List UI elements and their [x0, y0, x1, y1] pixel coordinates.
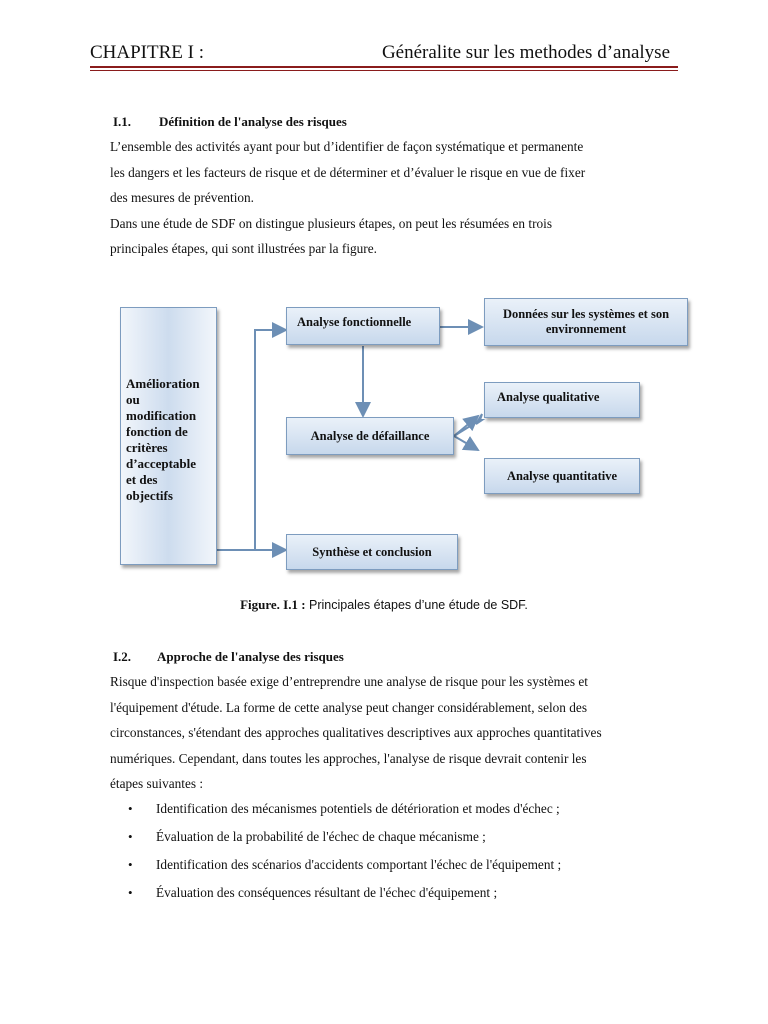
bullet-icon: • — [128, 885, 133, 900]
qualitative-analysis-box: Analyse qualitative — [484, 382, 640, 418]
list-item-text: Identification des scénarios d'accidents comportant l'échec de l'équipement ; — [156, 857, 562, 872]
paragraph-line: L’ensemble des activités ayant pour but d’identifier de façon systématique et permanente — [110, 139, 584, 154]
section-heading-1 — [113, 114, 347, 130]
improvement-line: modification — [126, 408, 197, 423]
improvement-line: Amélioration — [126, 376, 200, 391]
chapter-title: Généralite sur les methodes d’analyse — [381, 42, 670, 63]
list-item-text: Identification des mécanismes potentiels de détérioration et modes d'échec ; — [156, 801, 560, 816]
failure-analysis-box: Analyse de défaillance — [286, 417, 454, 455]
improvement-box — [120, 307, 217, 565]
paragraph-approach — [110, 669, 686, 797]
paragraph-line: numériques. Cependant, dans toutes les approches, l'analyse de risque devrait contenir les — [110, 750, 587, 766]
paragraph-line: Dans une étude de SDF on distingue plusieurs étapes, on peut les résumées en trois — [110, 215, 553, 231]
paragraph-definition — [110, 134, 686, 262]
section-number: I.1. — [113, 114, 132, 129]
improvement-line: critères — [126, 440, 168, 455]
paragraph-line: principales étapes, qui sont illustrées par la figure. — [110, 241, 377, 256]
improvement-line: objectifs — [126, 488, 173, 503]
steps-bullet-list — [128, 796, 561, 908]
section-number: I.2. — [113, 649, 132, 664]
page-header — [90, 42, 678, 66]
caption-label: Figure. I.1 : — [240, 597, 306, 612]
quantitative-analysis-box: Analyse quantitative — [484, 458, 640, 494]
section-heading-2 — [113, 649, 344, 665]
sdf-steps-diagram — [110, 290, 700, 580]
functional-analysis-box: Analyse fonctionnelle — [286, 307, 440, 345]
list-item — [128, 796, 561, 824]
section-title: Définition de l'analyse des risques — [159, 114, 347, 129]
bullet-icon: • — [128, 801, 133, 816]
paragraph-line: circonstances, s'étendant des approches qualitatives descriptives aux approches quantitatives — [110, 725, 602, 740]
bullet-icon: • — [128, 829, 133, 844]
section-title: Approche de l'analyse des risques — [157, 649, 344, 664]
synthesis-box: Synthèse et conclusion — [286, 534, 458, 570]
paragraph-line: les dangers et les facteurs de risque et de déterminer et d’évaluer le risque en vue de fixer — [110, 164, 586, 180]
paragraph-line: Risque d'inspection basée exige d’entreprendre une analyse de risque pour les systèmes et — [110, 674, 588, 689]
system-data-box: Données sur les systèmes et son environnement — [484, 298, 688, 346]
list-item — [128, 880, 561, 908]
caption-text: Principales étapes d’une étude de SDF. — [305, 598, 528, 612]
header-rule-thick — [90, 66, 678, 68]
paragraph-line: l'équipement d'étude. La forme de cette analyse peut changer considérablement, selon des — [110, 699, 588, 715]
list-item — [128, 852, 561, 880]
list-item-text: Évaluation des conséquences résultant de l'échec d'équipement ; — [156, 885, 498, 900]
chapter-label: CHAPITRE I : — [90, 42, 204, 63]
feedback-arrow — [217, 330, 286, 550]
figure-caption — [0, 597, 768, 613]
improvement-line: fonction de — [126, 424, 188, 439]
improvement-line: d’acceptable — [126, 456, 197, 471]
arrow-failure-to-quantitative — [454, 436, 478, 450]
list-item-text: Évaluation de la probabilité de l'échec de chaque mécanisme ; — [156, 829, 486, 844]
improvement-line: et des — [126, 472, 158, 487]
paragraph-line: des mesures de prévention. — [110, 190, 255, 205]
header-rule-thin — [90, 70, 678, 71]
arrow-failure-to-qualitative-2 — [454, 416, 478, 436]
paragraph-line: étapes suivantes : — [110, 776, 204, 791]
list-item — [128, 824, 561, 852]
bullet-icon: • — [128, 857, 133, 872]
improvement-line: ou — [126, 392, 140, 407]
